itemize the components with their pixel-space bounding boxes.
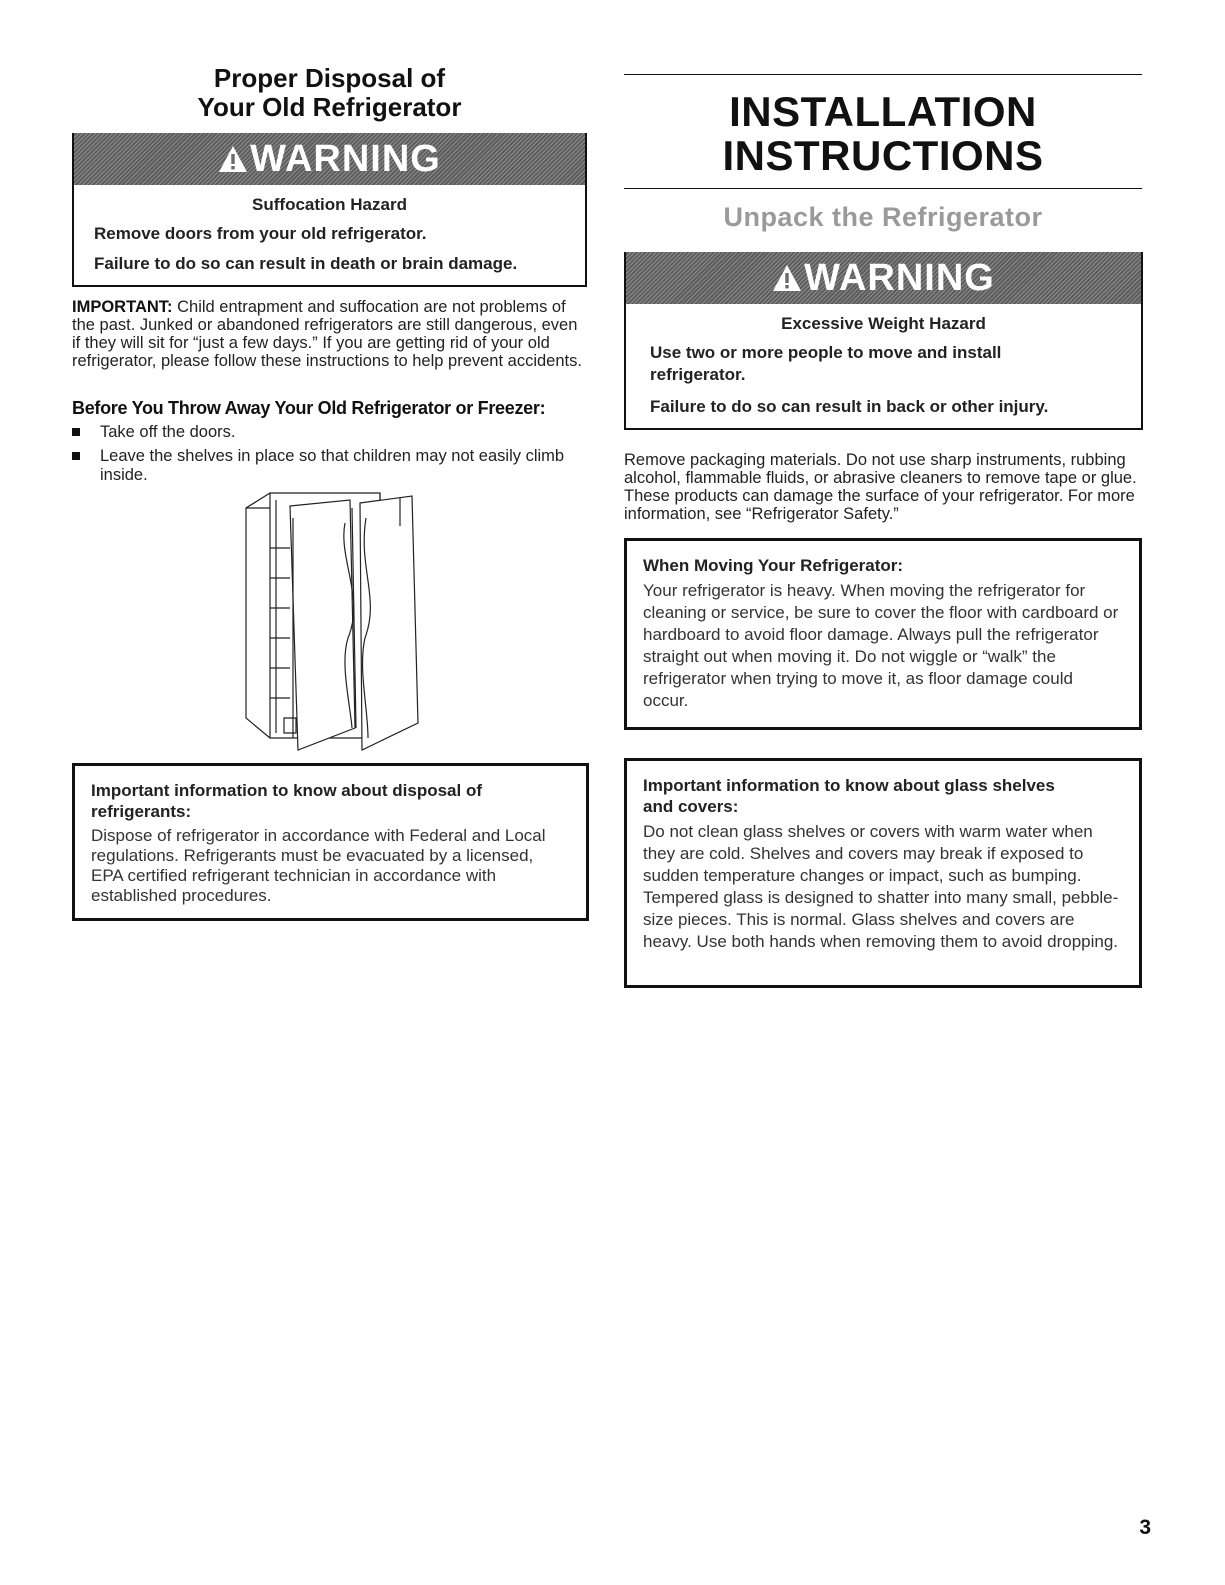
title-line: Proper Disposal of bbox=[213, 63, 446, 93]
warning-consequence: Failure to do so can result in death or brain damage. bbox=[94, 254, 518, 273]
warning-consequence: Failure to do so can result in back or other injury. bbox=[650, 397, 1049, 416]
warning-body bbox=[74, 195, 585, 275]
page-number: 3 bbox=[1139, 1516, 1151, 1539]
title-line: INSTALLATION bbox=[729, 88, 1037, 135]
before-throw-away-heading: Before You Throw Away Your Old Refrigerator or Freezer: bbox=[72, 398, 546, 418]
disposal-steps-list bbox=[72, 423, 572, 490]
warning-body bbox=[626, 314, 1141, 418]
warning-header bbox=[74, 133, 585, 185]
list-item: Take off the doors. bbox=[72, 423, 572, 442]
unpack-section-title: Unpack the Refrigerator bbox=[723, 202, 1043, 232]
important-paragraph bbox=[72, 298, 587, 370]
important-label: IMPORTANT: bbox=[72, 298, 173, 316]
warning-header bbox=[626, 252, 1141, 304]
hazard-title: Suffocation Hazard bbox=[252, 195, 407, 214]
warning-triangle-icon bbox=[772, 264, 802, 292]
hazard-title: Excessive Weight Hazard bbox=[781, 314, 986, 333]
disposal-section-title bbox=[72, 64, 587, 122]
top-divider bbox=[624, 74, 1142, 75]
title-line: Your Old Refrigerator bbox=[197, 92, 462, 122]
info-box-text: Do not clean glass shelves or covers with warm water when they are cold. Shelves and covers may break if exposed to sudden temperature changes or impact, such as bumping. Tempered glass is designed to shatter into many small, pebble-size pieces. This is normal. Glass shelves and covers are heavy. Use both hands when removing them to avoid dropping. bbox=[643, 822, 1119, 951]
warning-title bbox=[772, 257, 995, 300]
weight-warning-box bbox=[624, 252, 1143, 430]
title-divider bbox=[624, 188, 1142, 189]
refrigerator-illustration bbox=[240, 488, 500, 753]
warning-instruction: Use two or more people to move and install refrigerator. bbox=[650, 343, 1002, 384]
unpack-paragraph: Remove packaging materials. Do not use sharp instruments, rubbing alcohol, flammable fluids, or abrasive cleaners to remove tape or glue. These products can damage the surface of your refrigerator. For more information, see “Refrigerator Safety.” bbox=[624, 451, 1137, 523]
refrigerant-disposal-info-box bbox=[72, 763, 589, 921]
warning-label: WARNING bbox=[250, 137, 441, 180]
info-box-text: Your refrigerator is heavy. When moving the refrigerator for cleaning or service, be sure to cover the floor with cardboard or hardboard to avoid floor damage. Always pull the refrigerator straight out when moving it. Do not wiggle or “walk” the refrigerator when trying to move it, as floor damage could occur. bbox=[643, 581, 1119, 710]
moving-refrigerator-box bbox=[624, 538, 1142, 730]
info-box-heading: When Moving Your Refrigerator: bbox=[643, 556, 904, 575]
list-item: Leave the shelves in place so that children may not easily climb inside. bbox=[72, 447, 572, 485]
info-box-heading: Important information to know about glass shelves and covers: bbox=[643, 776, 1055, 816]
info-box-heading: Important information to know about disposal of refrigerants: bbox=[91, 781, 482, 821]
title-line: INSTRUCTIONS bbox=[722, 132, 1044, 179]
glass-shelves-info-box bbox=[624, 758, 1142, 988]
warning-instruction: Remove doors from your old refrigerator. bbox=[94, 224, 427, 243]
warning-triangle-icon bbox=[218, 145, 248, 173]
important-text: Child entrapment and suffocation are not problems of the past. Junked or abandoned refrigerators are still dangerous, even if they will sit for “just a few days.” If you are getting rid of your old refrigerator, please follow these instructions to help prevent accidents. bbox=[72, 298, 582, 370]
suffocation-warning-box bbox=[72, 133, 587, 287]
installation-instructions-title bbox=[624, 90, 1142, 178]
warning-label: WARNING bbox=[804, 256, 995, 299]
info-box-text: Dispose of refrigerator in accordance with Federal and Local regulations. Refrigerants must be evacuated by a licensed, EPA certified refrigerant technician in accordance with established procedures. bbox=[91, 826, 546, 905]
warning-title bbox=[218, 138, 441, 181]
